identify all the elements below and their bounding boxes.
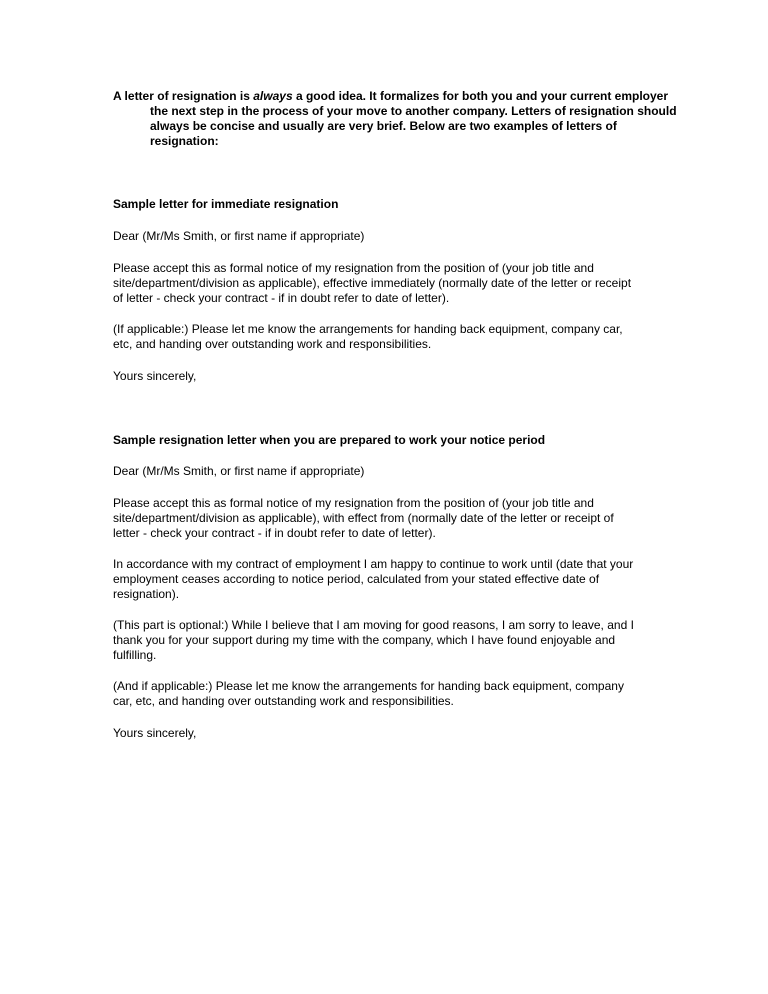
sample2-closing: Yours sincerely, (113, 726, 197, 740)
sample2-salutation: Dear (Mr/Ms Smith, or first name if appropriate) (113, 464, 365, 478)
sample1-closing: Yours sincerely, (113, 369, 197, 383)
text-line: fulfilling. (113, 648, 157, 662)
text-line: etc, and handing over outstanding work and responsibilities. (113, 337, 432, 351)
intro-paragraph (113, 89, 680, 149)
sample2-heading: Sample resignation letter when you are prepared to work your notice period (113, 433, 546, 447)
text-line: car, etc, and handing over outstanding work and responsibilities. (113, 694, 454, 708)
text-line: (And if applicable:) Please let me know the arrangements for handing back equipment, company (113, 679, 624, 693)
text-line: site/department/division as applicable), effective immediately (normally date of the letter or receipt (113, 276, 632, 290)
sample2-paragraph-3 (113, 618, 658, 663)
text-line: site/department/division as applicable), with effect from (normally date of the letter or receipt of (113, 511, 614, 525)
sample1-salutation: Dear (Mr/Ms Smith, or first name if appropriate) (113, 229, 365, 243)
text-line: of letter - check your contract - if in doubt refer to date of letter). (113, 291, 450, 305)
sample1-paragraph-1 (113, 261, 658, 306)
text-line: Please accept this as formal notice of my resignation from the position of (your job title and (113, 496, 594, 510)
text-line: Please accept this as formal notice of my resignation from the position of (your job title and (113, 261, 594, 275)
text-line: letter - check your contract - if in doubt refer to date of letter). (113, 526, 436, 540)
text-line: In accordance with my contract of employment I am happy to continue to work until (date that your (113, 557, 634, 571)
sample2-paragraph-2 (113, 557, 658, 602)
intro-text-part2: a good idea. It formalizes for both you and your current employer the next step in the process of your move to another company. Letters of resignation should always be concise and usually are very brief. Below are two examples of letters of resignation: (150, 89, 677, 148)
sample1-heading: Sample letter for immediate resignation (113, 197, 339, 211)
text-line: (If applicable:) Please let me know the arrangements for handing back equipment, company car, (113, 322, 623, 336)
text-line: (This part is optional:) While I believe that I am moving for good reasons, I am sorry to leave, and I (113, 618, 634, 632)
intro-emphasis: always (253, 89, 293, 103)
sample2-paragraph-1 (113, 496, 658, 541)
sample2-paragraph-4 (113, 679, 658, 709)
text-line: thank you for your support during my time with the company, which I have found enjoyable and (113, 633, 616, 647)
intro-text-part1: A letter of resignation is (113, 89, 254, 103)
text-line: employment ceases according to notice period, calculated from your stated effective date of (113, 572, 600, 586)
sample1-paragraph-2 (113, 322, 658, 352)
text-line: resignation). (113, 587, 180, 601)
